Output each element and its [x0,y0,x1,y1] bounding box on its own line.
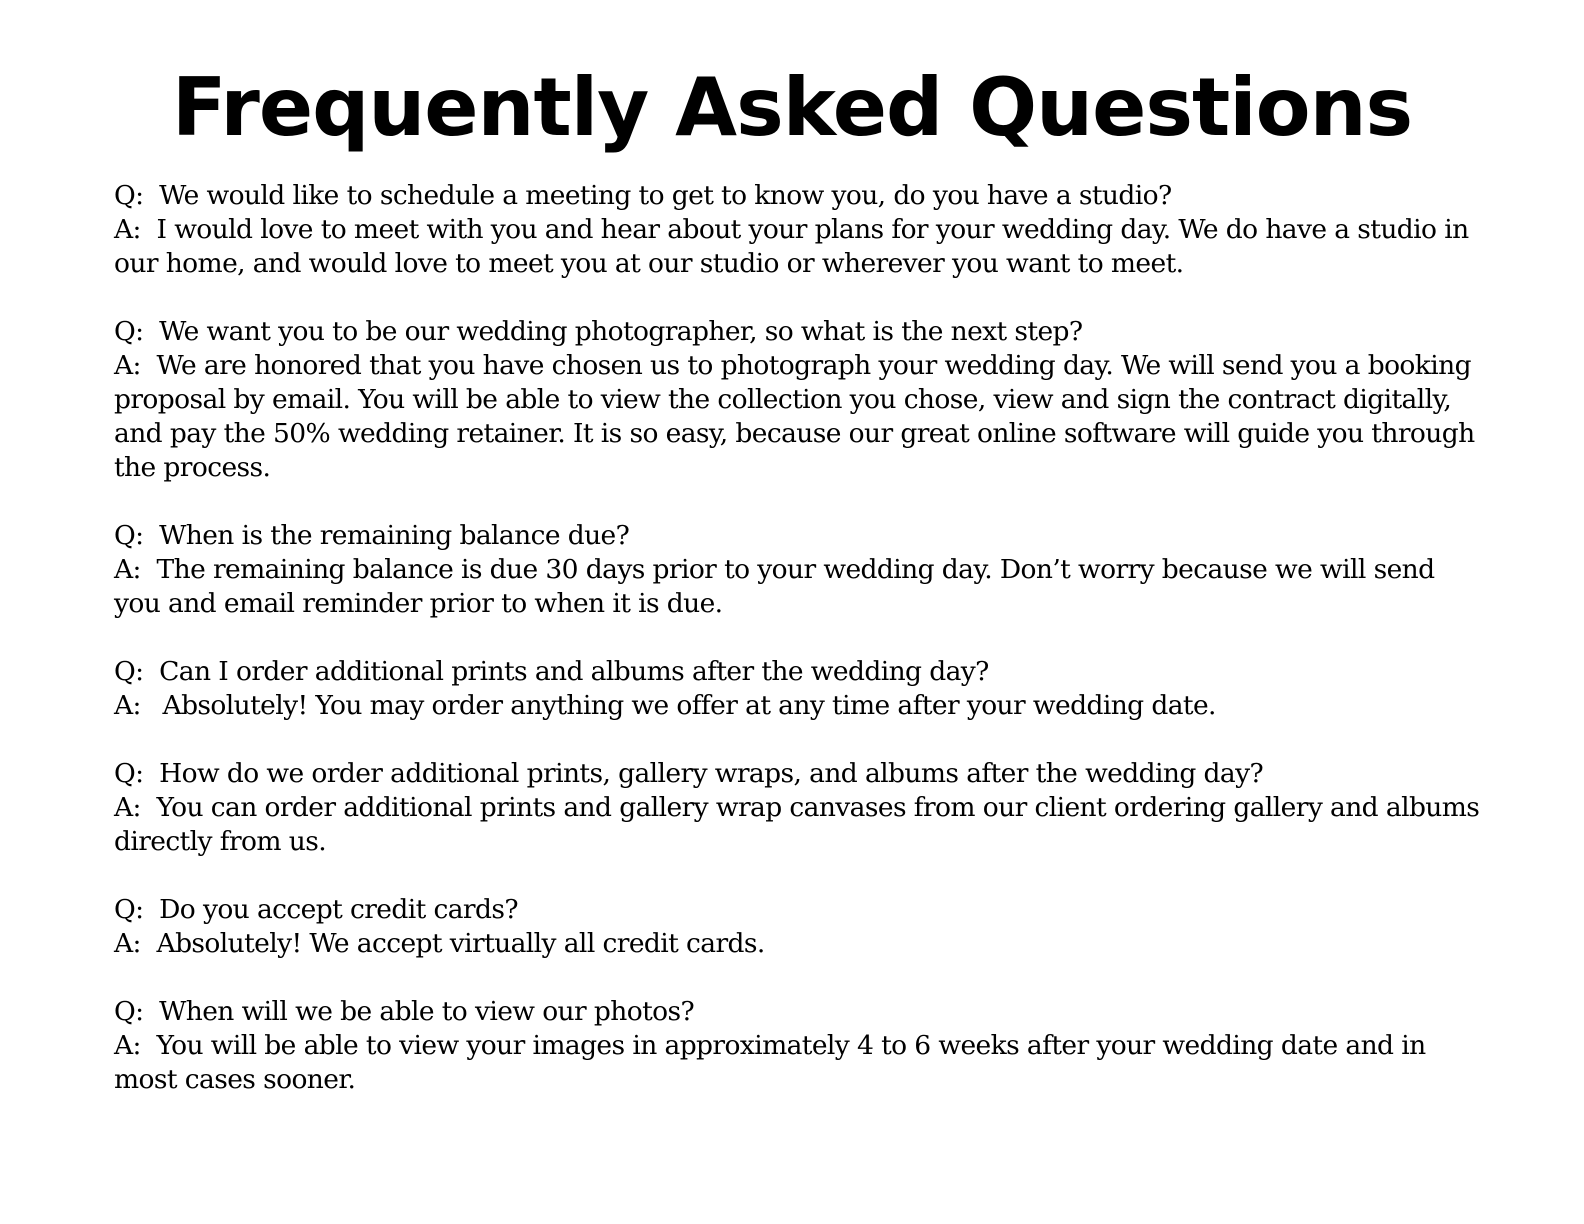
answer-text: The remaining balance is due 30 days prior to your wedding day. Don’t worry because we will send you and email reminder prior to when it is due. [114,554,1435,619]
faq-answer [114,213,1484,281]
answer-prefix: A: [114,1030,141,1061]
question-prefix: Q: [114,894,144,925]
faq-question [114,179,1484,213]
question-text: We want you to be our wedding photographer, so what is the next step? [159,316,1083,347]
question-text: How do we order additional prints, gallery wraps, and albums after the wedding day? [159,758,1264,789]
faq-question [114,519,1484,553]
answer-prefix: A: [114,690,141,721]
faq-answer [114,791,1484,859]
question-text: Can I order additional prints and albums after the wedding day? [159,656,989,687]
faq-item-studio [114,179,1484,281]
question-prefix: Q: [114,180,144,211]
faq-answer [114,1029,1484,1097]
question-text: When is the remaining balance due? [159,520,630,551]
question-text: When will we be able to view our photos? [159,996,695,1027]
page-title: Frequently Asked Questions [171,61,1413,154]
answer-prefix: A: [114,928,141,959]
faq-question [114,757,1484,791]
answer-prefix: A: [114,554,141,585]
question-text: Do you accept credit cards? [159,894,518,925]
question-prefix: Q: [114,316,144,347]
faq-question [114,315,1484,349]
faq-question [114,893,1484,927]
faq-item-prints-albums [114,655,1484,723]
answer-text: We are honored that you have chosen us to photograph your wedding day. We will send you a booking proposal by email. You will be able to view the collection you chose, view and sign the contract digitally, and pay the 50% wedding retainer. It is so easy, because our great online software will guide you through the process. [114,350,1475,483]
question-prefix: Q: [114,758,144,789]
faq-answer [114,553,1484,621]
question-text: We would like to schedule a meeting to get to know you, do you have a studio? [159,180,1172,211]
faq-item-balance [114,519,1484,621]
faq-answer [114,689,1484,723]
answer-prefix: A: [114,214,141,245]
question-prefix: Q: [114,520,144,551]
faq-item-credit-cards [114,893,1484,961]
answer-text: I would love to meet with you and hear about your plans for your wedding day. We do have a studio in our home, and would love to meet you at our studio or wherever you want to meet. [114,214,1469,279]
answer-text: Absolutely! You may order anything we offer at any time after your wedding date. [162,690,1216,721]
faq-item-view-photos [114,995,1484,1097]
answer-text: You can order additional prints and gallery wrap canvases from our client ordering gallery and albums directly from us. [114,792,1480,857]
question-prefix: Q: [114,656,144,687]
faq-answer [114,927,1484,961]
answer-prefix: A: [114,792,141,823]
answer-prefix: A: [114,350,141,381]
faq-item-next-step [114,315,1484,485]
faq-answer [114,349,1484,485]
question-prefix: Q: [114,996,144,1027]
answer-text: Absolutely! We accept virtually all credit cards. [156,928,765,959]
faq-question [114,995,1484,1029]
faq-question [114,655,1484,689]
answer-text: You will be able to view your images in approximately 4 to 6 weeks after your wedding date and in most cases sooner. [114,1030,1426,1095]
faq-item-ordering [114,757,1484,859]
faq-list [114,179,1484,1131]
